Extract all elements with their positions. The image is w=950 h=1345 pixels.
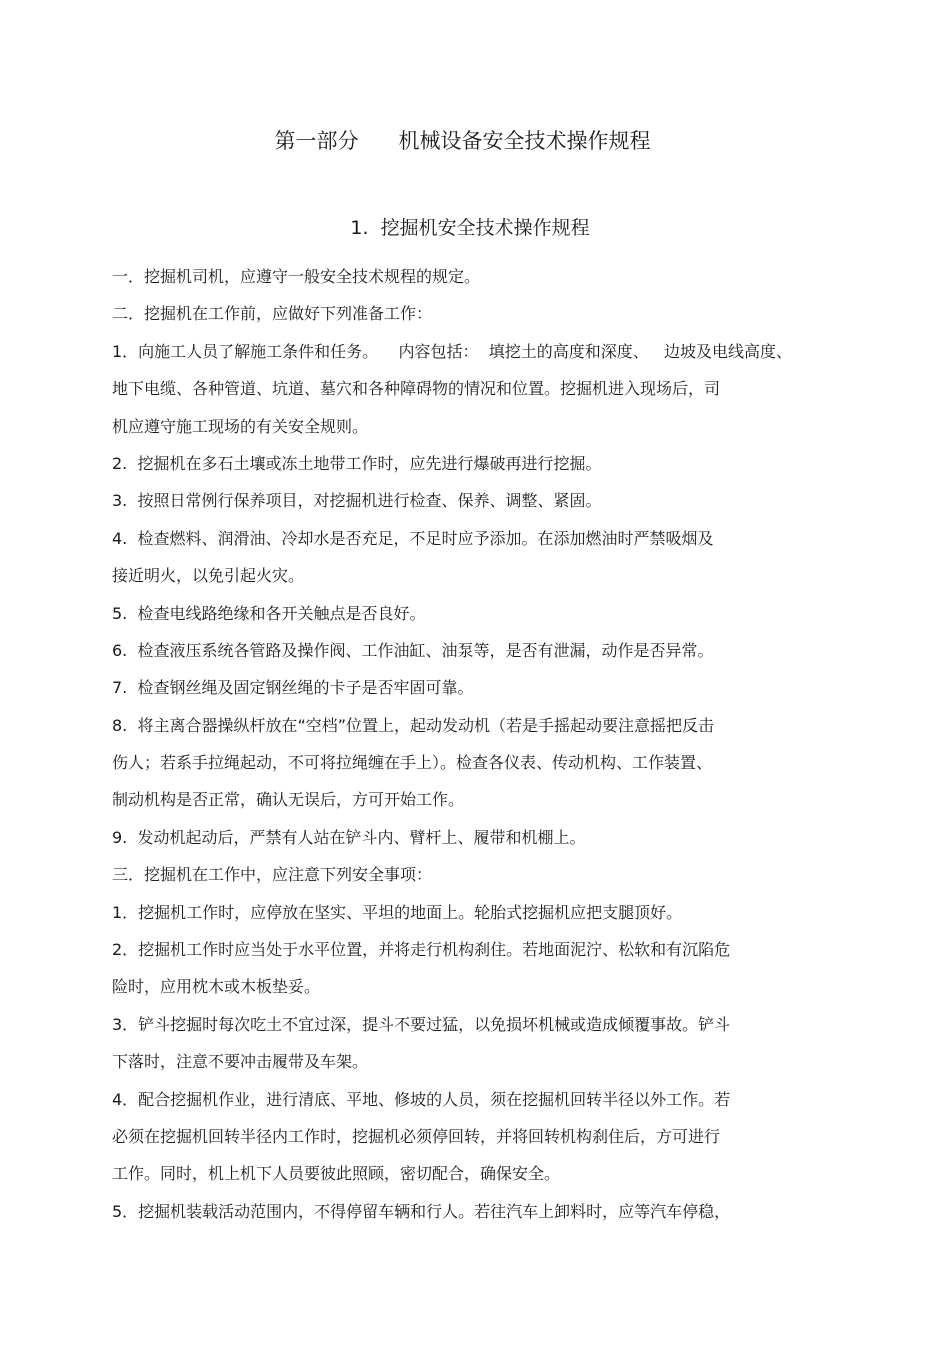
text-line: 3．铲斗挖掘时每次吃土不宜过深，提斗不要过猛，以免损坏机械或造成倾覆事故。铲斗 <box>112 1014 731 1034</box>
text-line: 5. 检查电线路绝缘和各开关触点是否良好。 <box>112 603 426 623</box>
text-line: 6. 检查液压系统各管路及操作阀、工作油缸、油泵等，是否有泄漏，动作是否异常。 <box>112 640 714 660</box>
section-title: 1. 挖掘机安全技术操作规程 <box>350 217 590 239</box>
text-line: 接近明火，以免引起火灾。 <box>112 566 305 586</box>
text-line: 二．挖掘机在工作前，应做好下列准备工作： <box>112 304 433 324</box>
text-line: 3. 按照日常例行保养项目，对挖掘机进行检查、保养、调整、紧固。 <box>112 491 602 511</box>
text-line: 9. 发动机起动后，严禁有人站在铲斗内、臂杆上、履带和机棚上。 <box>112 827 586 847</box>
text-line: 5．挖掘机装载活动范围内，不得停留车辆和行人。若往汽车上卸料时，应等汽车停稳， <box>112 1201 731 1221</box>
text-line: 7. 检查钢丝绳及固定钢丝绳的卡子是否牢固可靠。 <box>112 678 474 698</box>
text-line: 1．向施工人员了解施工条件和任务。 内容包括： 填挖土的高度和深度、 边坡及电线高度、 <box>112 341 792 361</box>
text-line: 地下电缆、各种管道、坑道、墓穴和各种障碍物的情况和位置。挖掘机进入现场后，司 <box>112 379 721 399</box>
text-line: 下落时，注意不要冲击履带及车架。 <box>112 1052 369 1072</box>
body-text <box>112 258 932 1230</box>
text-line: 一．挖掘机司机，应遵守一般安全技术规程的规定。 <box>112 267 481 286</box>
text-line: 险时，应用枕木或木板垫妥。 <box>112 977 321 997</box>
text-line: 制动机构是否正常，确认无误后，方可开始工作。 <box>112 790 465 810</box>
text-line: 工作。同时，机上机下人员要彼此照顾，密切配合，确保安全。 <box>112 1164 561 1184</box>
text-line: 三．挖掘机在工作中，应注意下列安全事项： <box>112 865 433 885</box>
text-line: 2．挖掘机工作时应当处于水平位置，并将走行机构刹住。若地面泥泞、松软和有沉陷危 <box>112 940 731 960</box>
text-line: 伤人；若系手拉绳起动，不可将拉绳缠在手上）。检查各仪表、传动机构、工作装置、 <box>112 753 713 773</box>
text-line: 机应遵守施工现场的有关安全规则。 <box>112 416 369 436</box>
text-line: 4．配合挖掘机作业，进行清底、平地、修坡的人员，须在挖掘机回转半径以外工作。若 <box>112 1089 731 1109</box>
part-title: 第一部分 机械设备安全技术操作规程 <box>274 129 651 153</box>
text-line: 2. 挖掘机在多石土壤或冻土地带工作时，应先进行爆破再进行挖掘。 <box>112 453 602 473</box>
text-line: 8. 将主离合器操纵杆放在“空档”位置上，起动发动机（若是手摇起动要注意摇把反击 <box>112 715 715 735</box>
text-line: 1．挖掘机工作时，应停放在坚实、平坦的地面上。轮胎式挖掘机应把支腿顶好。 <box>112 902 683 922</box>
text-line: 4. 检查燃料、润滑油、冷却水是否充足，不足时应予添加。在添加燃油时严禁吸烟及 <box>112 528 714 548</box>
text-line: 必须在挖掘机回转半径内工作时，挖掘机必须停回转，并将回转机构刹住后，方可进行 <box>112 1126 721 1146</box>
